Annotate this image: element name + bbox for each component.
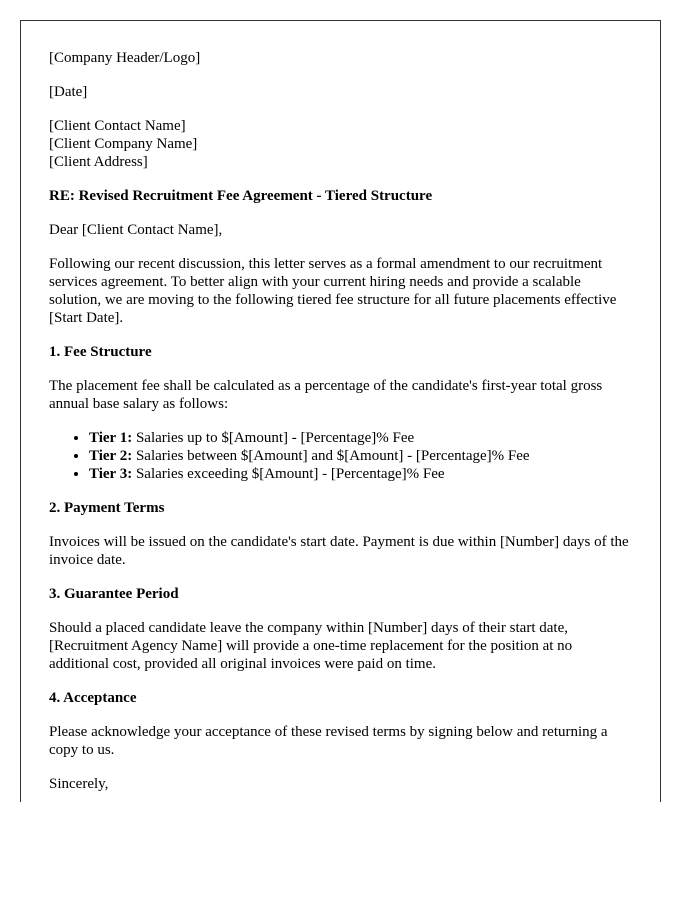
tier-text: Salaries between $[Amount] and $[Amount] - [Percentage]% Fee xyxy=(135,448,530,464)
recipient-contact-name: [Client Contact Name] xyxy=(49,118,186,134)
tier-text: Salaries exceeding $[Amount] - [Percentage]% Fee xyxy=(135,466,445,482)
guarantee-period-text: Should a placed candidate leave the company within [Number] days of their start date, [Recruitment Agency Name] will provide a one-time replacement for the position at no additional cost, provided all original invoices were paid on time. xyxy=(49,620,573,672)
section-heading-payment-terms: 2. Payment Terms xyxy=(49,500,165,516)
tier-label: Tier 2: xyxy=(89,448,133,464)
letter-date: [Date] xyxy=(49,84,88,100)
tier-item xyxy=(89,429,632,447)
letter-page xyxy=(20,20,661,802)
tier-label: Tier 1: xyxy=(89,430,133,446)
tier-label: Tier 3: xyxy=(89,466,133,482)
subject-line: RE: Revised Recruitment Fee Agreement - Tiered Structure xyxy=(49,188,433,204)
tier-item xyxy=(89,465,632,483)
fee-structure-text: The placement fee shall be calculated as a percentage of the candidate's first-year total gross annual base salary as follows: xyxy=(49,378,603,412)
intro-paragraph: Following our recent discussion, this letter serves as a formal amendment to our recruitment services agreement. To better align with your current hiring needs and provide a scalable solution, we are moving to the following tiered fee structure for all future placements effective [Start Date]. xyxy=(49,256,617,326)
section-heading-acceptance: 4. Acceptance xyxy=(49,690,137,706)
recipient-company-name: [Client Company Name] xyxy=(49,136,198,152)
tier-item xyxy=(89,447,632,465)
section-heading-fee-structure: 1. Fee Structure xyxy=(49,344,152,360)
closing: Sincerely, xyxy=(49,776,109,792)
acceptance-text: Please acknowledge your acceptance of these revised terms by signing below and returning a copy to us. xyxy=(49,724,608,758)
section-heading-guarantee-period: 3. Guarantee Period xyxy=(49,586,179,602)
company-header-logo: [Company Header/Logo] xyxy=(49,50,201,66)
recipient-address: [Client Address] xyxy=(49,154,148,170)
tier-text: Salaries up to $[Amount] - [Percentage]% Fee xyxy=(135,430,415,446)
payment-terms-text: Invoices will be issued on the candidate's start date. Payment is due within [Number] days of the invoice date. xyxy=(49,534,629,568)
salutation: Dear [Client Contact Name], xyxy=(49,222,223,238)
recipient-block xyxy=(49,117,632,171)
tier-list xyxy=(49,429,632,483)
